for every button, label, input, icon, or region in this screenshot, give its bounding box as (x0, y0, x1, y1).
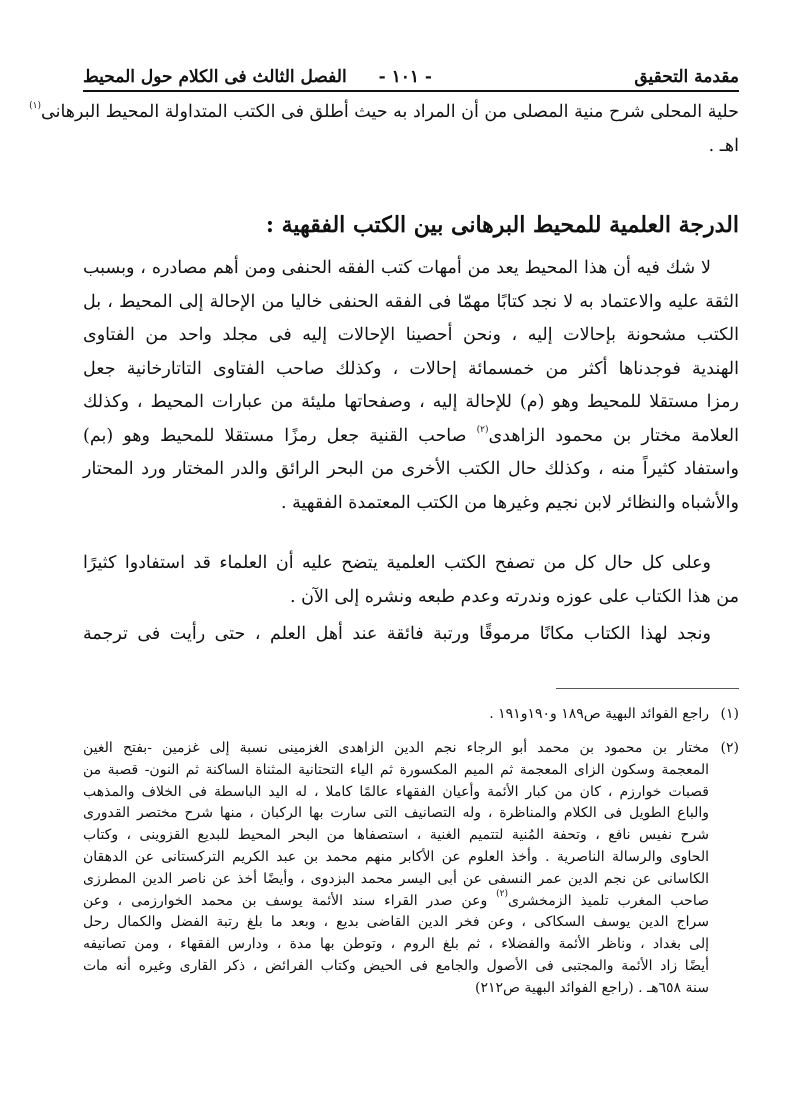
text-line: رمزا مستقلا للمحيط وهو (م) للإحالة إليه ، وصفحاتها مليئة من عبارات المحيط ، وكذلك (83, 392, 739, 412)
footnote-ref-2-inner[interactable]: (٢) (496, 888, 508, 899)
text-line: العلامة مختار بن محمود الزاهدى$^{(٢)}$ صاحب القنية جعل رمزًا مستقلا للمحيط وهو (بم) (83, 424, 739, 446)
footnote-ref-2[interactable]: (٢) (476, 424, 489, 435)
footnote-line: أيضًا زاد الأئمة والمجتبى فى الأصول والجامع فى الحيض وكتاب الفرائض ، ذكر القارى وغيره أنه مات (83, 957, 709, 974)
text-line: من هذا الكتاب على عوزه وندرته وعدم طبعه ونشره إلى الآن . (290, 586, 739, 607)
footnote-2 (83, 738, 739, 1000)
text-line: حلية المحلى شرح منية المصلى من أن المراد به حيث أطلق فى الكتب المتداولة المحيط البرهانى$^{(١)}$ (29, 101, 739, 122)
footnote-line: قصبات خوارزم ، كان من كبار الأئمة وأعيان الفقهاء عالمًا كاملا ، له اليد الباسطة فى الخلاف والمذهب (83, 783, 709, 800)
page-number: - ١٠١ - (378, 67, 432, 87)
text-line: الثقة عليه والاعتماد به لا نجد كتابًا مهمّا فى الفقه الحنفى خاليا من الإحالة إلى المحيط ، بل (83, 291, 739, 312)
paragraph-2 (83, 547, 739, 614)
footnote-number: (٢) (720, 740, 739, 756)
paragraph-3 (83, 618, 739, 652)
text-line: الهندية فوجدناها أكثر من خمسمائة إحالات ، وكذلك صاحب الفتاوى التاتارخانية جعل (83, 358, 739, 379)
footnote-line: إلى بغداد ، وناظر الأئمة والفضلاء ، ثم بلغ الروم ، وتوطن بها مدة ، ودارس الفقهاء ، ومن تصانيفه (83, 936, 709, 953)
header-chapter (83, 64, 432, 90)
header-book-part: مقدمة التحقيق (634, 67, 739, 87)
footnote-line: راجع الفوائد البهية ص١٨٩ و١٩٠و١٩١ . (489, 706, 709, 722)
text-line: ونجد لهذا الكتاب مكانًا مرموقًا ورتبة فائقة عند أهل العلم ، حتى رأيت فى ترجمة (83, 624, 711, 644)
footnote-line: صاحب المغرب تلميذ الزمخشرى$^{(٢)}$ وعن صدر القراء سند الأئمة يوسف بن محمد الخوارزمى ، وعن (83, 888, 709, 909)
footnote-line: شرح نفيس نافع ، وتحفة المُنية لتتميم الغنية ، استصفاها من البحر المحيط للبديع القزوينى ، وكتاب (83, 827, 709, 844)
text-line: والأشباه والنظائر لابن نجيم وغيرها من الكتب المعتمدة الفقهية . (280, 492, 739, 513)
paragraph-1 (83, 252, 739, 520)
running-header (83, 60, 739, 90)
footnote-line: الحاوى والرسالة الناصرية . وأخذ العلوم عن الأكابر منهم محمد بن عبد الكريم التركستانى عن الدهقان (83, 848, 709, 865)
footnote-line: مختار بن محمود بن محمد أبو الرجاء نجم الدين الزاهدى الغزمينى نسبة إلى غزمين -بفتح الغين (83, 740, 709, 756)
footnote-separator (556, 688, 739, 689)
section-heading: الدرجة العلمية للمحيط البرهانى بين الكتب الفقهية : (265, 212, 739, 238)
footnote-line: سراج الدين يوسف السكاكى ، وعن فخر الدين القاضى بديع ، وبعد ما بلغ رتبة الفضل والكمال رحل (83, 914, 709, 931)
footnote-number: (١) (720, 706, 739, 722)
text-line: لا شك فيه أن هذا المحيط يعد من أمهات كتب الفقه الحنفى ومن أهم مصادره ، وبسبب (83, 258, 711, 278)
footnote-line: والباع الطويل فى الكلام والمناظرة ، وله التصانيف التى سارت بها الركبان ، منها شرح مختصر القدورى (83, 805, 709, 822)
text-line: الكتب مشحونة بإحالات إليه ، ونحن أحصينا الإحالات إليه فى مجلد واحد من الفتاوى (83, 325, 739, 345)
header-chapter-title: الفصل الثالث فى الكلام حول المحيط (83, 67, 347, 87)
footnote-line: المعجمة وسكون الزاى المعجمة ثم الميم المكسورة ثم الياء التحتانية المثناة الساكنة ثم النون- قصبة من (83, 761, 709, 778)
footnote-line: سنة ٦٥٨هـ . (راجع الفوائد البهية ص٢١٢) (474, 979, 709, 996)
header-rule (83, 90, 739, 92)
footnote-1 (83, 704, 739, 726)
text-line: واستفاد كثيراً منه ، وكذلك حال الكتب الأخرى من البحر الرائق والدر المختار ورد المحتار (83, 459, 739, 479)
document-page (29, 0, 739, 1099)
footnote-line: الكاسانى عن نجم الدين عمر النسفى عن أبى اليسر محمد البزدوى ، وأيضًا أخذ عن ناصر الدين المطرزى (83, 870, 709, 887)
footnote-ref-1[interactable]: (١) (29, 101, 42, 111)
text-line: وعلى كل حال كل من تصفح الكتب العلمية يتضح عليه أن العلماء قد استفادوا كثيرًا (83, 553, 711, 573)
intro-paragraph (29, 96, 739, 163)
text-line: اهـ . (708, 135, 739, 156)
